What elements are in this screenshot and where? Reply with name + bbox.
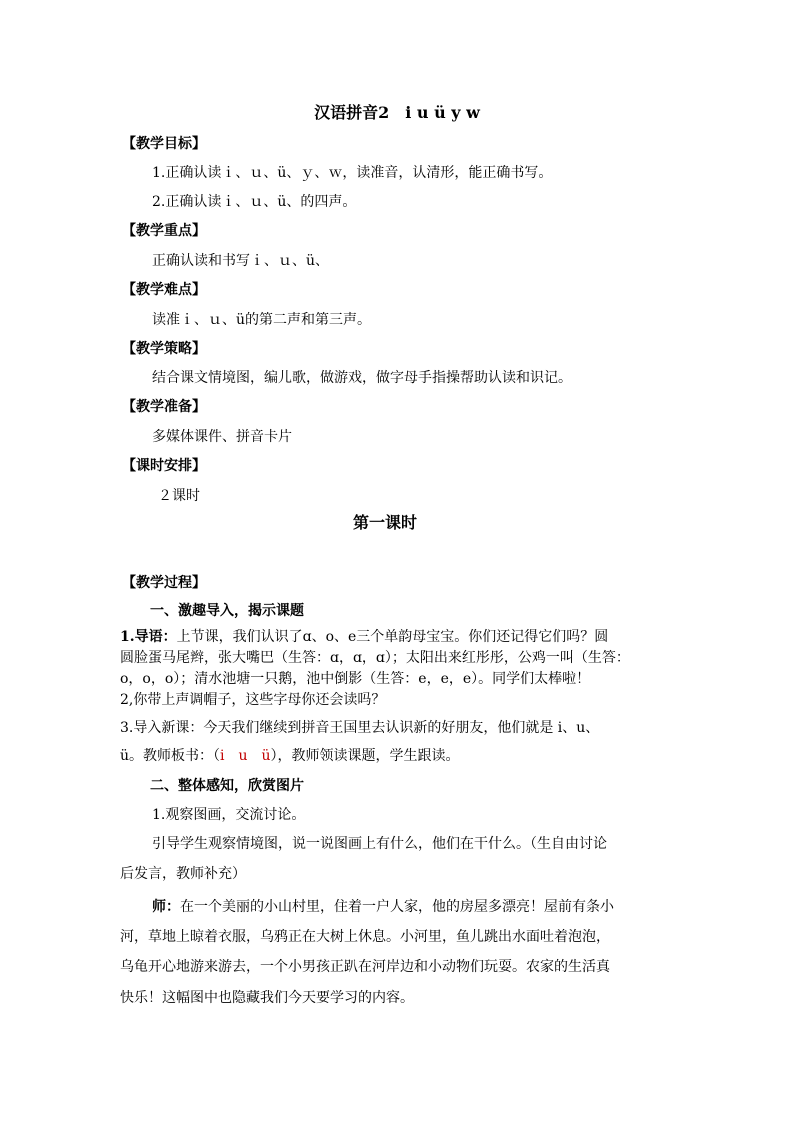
process-item-3-line-2 <box>120 746 460 766</box>
process-item-3-line-1: 3.导入新课：今天我们继续到拼音王国里去认识新的好朋友，他们就是 i、u、 <box>120 720 600 736</box>
board-text-b: ），教师领读课题，学生跟读。 <box>270 748 460 764</box>
document-title: 汉语拼音2 i u ü y w <box>314 103 480 122</box>
objective-item-2: 2.正确认读ｉ、ｕ、ü、的四声。 <box>152 194 357 210</box>
difficulty-text: 读准ｉ、ｕ、ü的第二声和第三声。 <box>152 312 372 328</box>
guide-line-1 <box>120 627 608 647</box>
prep-text: 多媒体课件、拼音卡片 <box>152 429 292 445</box>
guide-line-3: o，o，o）；清水池塘一只鹅，池中倒影（生答：e，e，e）。同学们太棒啦！ <box>120 671 591 687</box>
guide2-line-2: 后发言，教师补充） <box>120 866 246 882</box>
guide-label: 1.导语： <box>120 629 177 645</box>
schedule-text: ２课时 <box>158 488 200 504</box>
heading-focus: 【教学重点】 <box>122 223 206 239</box>
teacher-line-1 <box>152 897 614 917</box>
heading-process: 【教学过程】 <box>122 575 206 591</box>
process-item-2: 2,你带上声调帽子，这些字母你还会读吗？ <box>120 692 386 708</box>
heading-prep: 【教学准备】 <box>122 399 206 415</box>
process-step-1: 1.观察图画，交流讨论。 <box>152 807 306 823</box>
objective-item-1: 1.正确认读ｉ、ｕ、ü、ｙ、ｗ，读准音，认清形，能正确书写。 <box>152 165 553 181</box>
focus-text: 正确认读和书写ｉ、ｕ、ü、 <box>152 253 330 269</box>
lesson-title: 第一课时 <box>352 513 417 532</box>
guide-text-1: 上节课，我们认识了ɑ、o、e三个单韵母宝宝。你们还记得它们吗？圆 <box>176 629 609 645</box>
teacher-label: 师： <box>152 899 180 915</box>
guide-line-2: 圆脸蛋马尾辫，张大嘴巴（生答：ɑ，ɑ，ɑ）；太阳出来红彤彤，公鸡一叫（生答： <box>120 650 630 666</box>
teacher-line-3: 乌龟开心地游来游去，一个小男孩正趴在河岸边和小动物们玩耍。农家的生活真 <box>120 959 610 975</box>
board-letters: i u ü <box>220 748 271 764</box>
heading-difficulty: 【教学难点】 <box>122 282 206 298</box>
heading-strategy: 【教学策略】 <box>122 341 206 357</box>
process-part-1: 一、激趣导入，揭示课题 <box>150 603 304 619</box>
teacher-line-4: 快乐！这幅图中也隐藏我们今天要学习的内容。 <box>120 990 414 1006</box>
heading-objectives: 【教学目标】 <box>122 136 206 152</box>
strategy-text: 结合课文情境图，编儿歌，做游戏，做字母手指操帮助认读和识记。 <box>152 370 572 386</box>
board-text-a: ü。教师板书：（ <box>120 748 221 764</box>
process-part-2: 二、整体感知，欣赏图片 <box>150 778 304 794</box>
guide2-line-1: 引导学生观察情境图，说一说图画上有什么，他们在干什么。（生自由讨论 <box>152 836 607 852</box>
teacher-line-2: 河，草地上晾着衣服，乌鸦正在大树上休息。小河里，鱼儿跳出水面吐着泡泡， <box>120 929 610 945</box>
teacher-text-1: 在一个美丽的小山村里，住着一户人家，他的房屋多漂亮！屋前有条小 <box>180 899 614 915</box>
heading-schedule: 【课时安排】 <box>122 458 206 474</box>
